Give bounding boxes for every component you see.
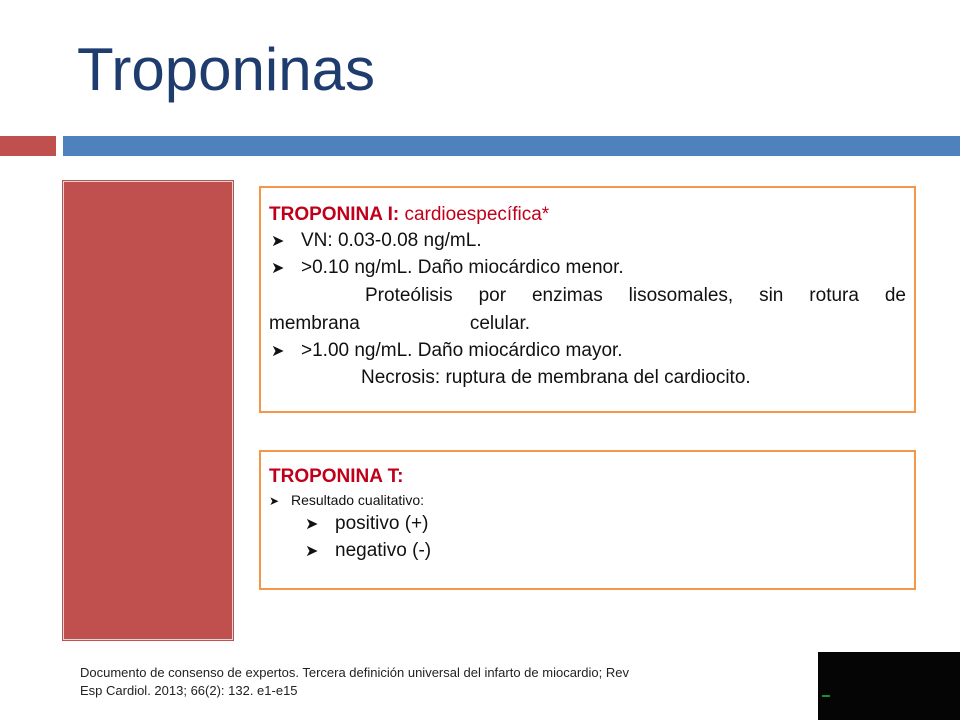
troponin-t-heading (269, 464, 906, 490)
troponin-t-box (259, 450, 916, 590)
side-decorative-panel (63, 181, 233, 640)
troponin-t-sub-1-text: positivo (+) (335, 513, 429, 534)
arrow-bullet-icon: ➤ (269, 494, 280, 508)
arrow-bullet-icon: ➤ (271, 343, 285, 360)
arrow-bullet-icon: ➤ (305, 516, 319, 533)
citation-line-1: Documento de consenso de expertos. Tercera definición universal del infarto de miocardio; Rev (80, 665, 629, 680)
title-accent-bar-red (0, 136, 56, 156)
troponin-i-bullet-2-text: >0.10 ng/mL. Daño miocárdico menor. (301, 257, 624, 278)
arrow-bullet-icon: ➤ (305, 543, 319, 560)
troponin-i-bullet-2-detail-a: Proteólisis por enzimas lisosomales, sin rotura de (365, 285, 906, 306)
troponin-i-bullet-3 (269, 338, 906, 365)
video-thumbnail-box (818, 652, 960, 720)
troponin-i-bullet-2-detail-b (269, 310, 906, 338)
troponin-i-bullet-1 (269, 228, 906, 255)
troponin-i-heading-bold: TROPONINA I: (269, 204, 400, 225)
troponin-t-bullet-1 (269, 490, 906, 511)
troponin-i-bullet-2 (269, 255, 906, 282)
troponin-i-bullet-3-text: >1.00 ng/mL. Daño miocárdico mayor. (301, 340, 623, 361)
troponin-i-bullet-2-detail-b1: membrana (269, 313, 360, 334)
title-accent-bar-blue (63, 136, 960, 156)
arrow-bullet-icon: ➤ (271, 233, 285, 250)
troponin-i-heading-rest: cardioespecífica* (399, 204, 550, 225)
arrow-bullet-icon: ➤ (271, 260, 285, 277)
troponin-t-sub-2 (269, 538, 906, 565)
troponin-t-heading-text: TROPONINA T: (269, 466, 404, 487)
troponin-i-bullet-3-detail: Necrosis: ruptura de membrana del cardiocito. (361, 367, 751, 388)
citation-line-2: Esp Cardiol. 2013; 66(2): 132. e1-e15 (80, 683, 298, 698)
slide-title: Troponinas (77, 36, 375, 103)
troponin-t-sub-2-text: negativo (-) (335, 540, 432, 561)
troponin-i-box (259, 186, 916, 413)
troponin-i-heading (269, 202, 906, 228)
troponin-t-bullet-1-text: Resultado cualitativo: (291, 492, 425, 508)
green-marker-icon (822, 695, 830, 697)
troponin-t-sub-1 (269, 511, 906, 538)
citation-footer (80, 664, 760, 700)
troponin-i-bullet-1-text: VN: 0.03-0.08 ng/mL. (301, 230, 482, 251)
troponin-i-bullet-2-detail-b2: celular. (469, 313, 531, 334)
